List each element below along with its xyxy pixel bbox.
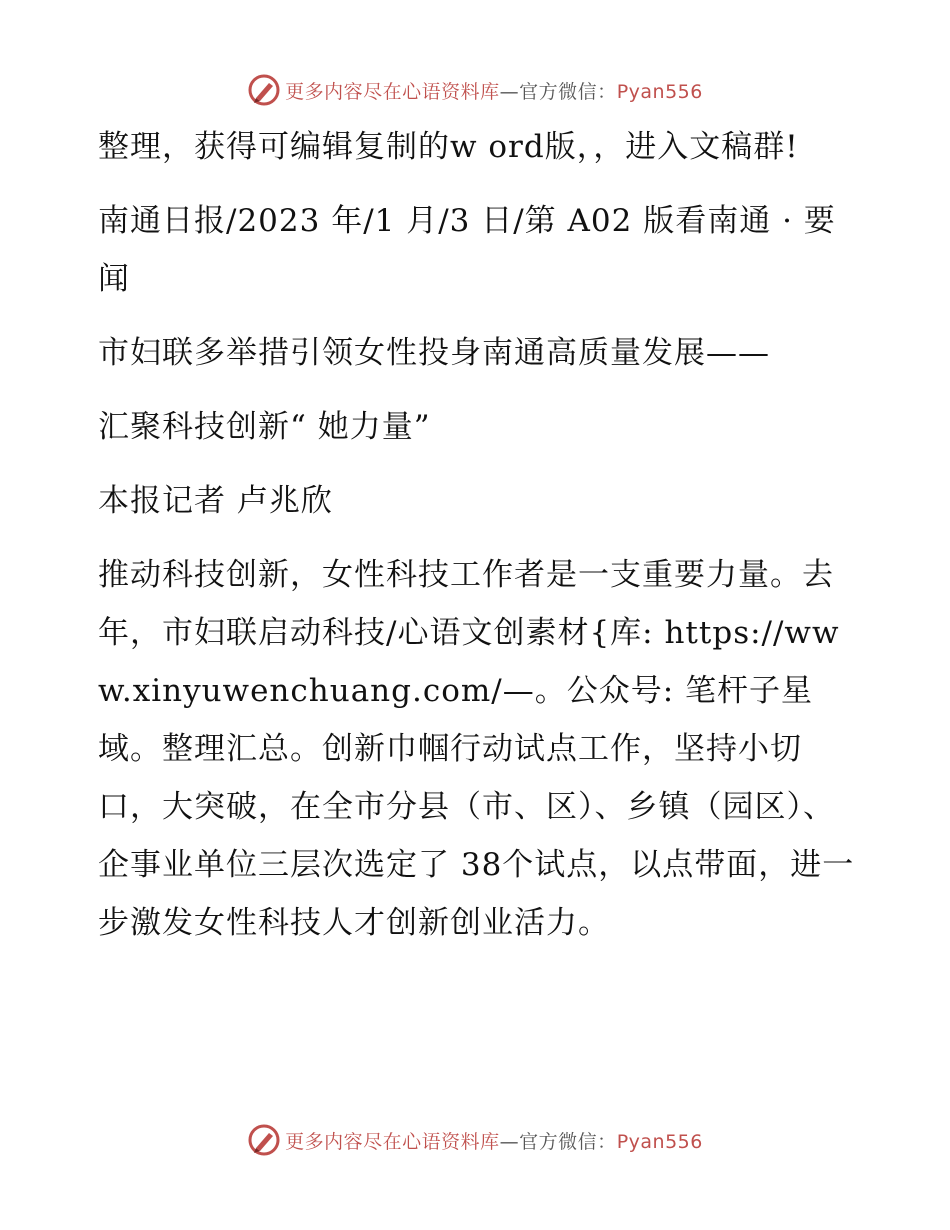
headline-sub: 汇聚科技创新“ 她力量”: [98, 409, 431, 445]
intro-line: 整理，获得可编辑复制的w ord版，，进入文稿群!: [98, 129, 799, 165]
pen-logo-icon: [247, 1123, 281, 1157]
body-paragraph: 推动科技创新，女性科技工作者是一支重要力量。去年，市妇联启动科技/心语文创素材{库: https://www.xinyuwenchuang.com/—。公众号: 笔杆子星域。整理汇总。创新巾帼行动试点工作，坚持小切口，大突破，在全市分县（市、区）、乡镇（园区）、企事业单位三层次选定了 38个试点，以点带面，进一步激发女性科技人才创新创业活力。: [98, 557, 855, 941]
watermark-wechat-id: Pyan556: [616, 80, 703, 103]
headline-main: 市妇联多举措引领女性投身南通高质量发展——: [98, 335, 770, 371]
watermark-site-text: 更多内容尽在心语资料库: [285, 1130, 500, 1153]
source-line: 南通日报/2023 年/1 月/3 日/第 A02 版看南通 · 要闻: [98, 203, 836, 297]
watermark-text: [285, 77, 703, 104]
bottom-watermark-banner: [0, 1120, 950, 1160]
top-watermark-banner: [0, 70, 950, 110]
watermark-separator: —: [499, 80, 520, 103]
document-body: [98, 118, 858, 952]
watermark-site-text: 更多内容尽在心语资料库: [285, 80, 500, 103]
byline: 本报记者 卢兆欣: [98, 483, 333, 519]
watermark-wechat-label: 官方微信：: [519, 1130, 617, 1153]
watermark-separator: —: [499, 1130, 520, 1153]
watermark-text: [285, 1127, 703, 1154]
watermark-wechat-label: 官方微信：: [519, 80, 617, 103]
watermark-wechat-id: Pyan556: [616, 1130, 703, 1153]
pen-logo-icon: [247, 73, 281, 107]
